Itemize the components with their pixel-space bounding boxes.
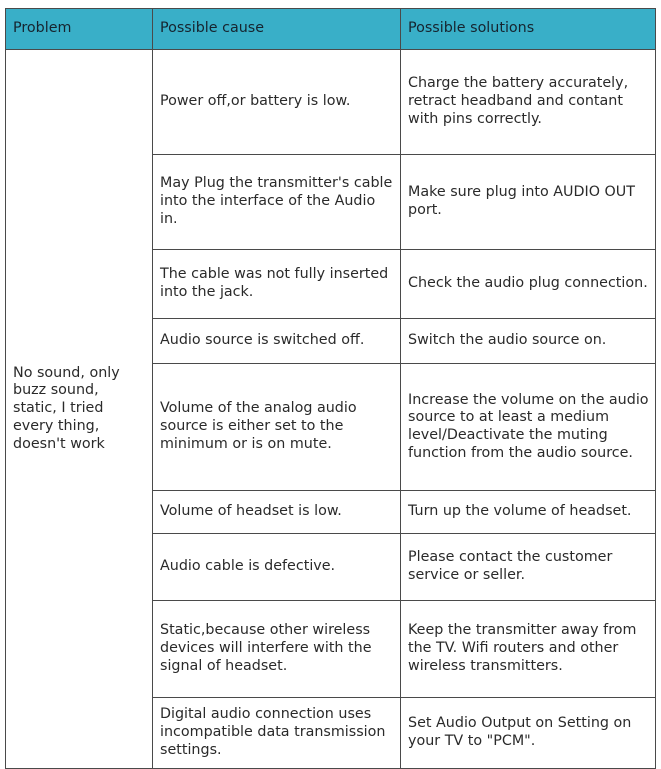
problem-description-cell: No sound, only buzz sound, static, I tried every thing, doesn't work xyxy=(6,50,153,769)
column-header-possible-solutions: Possible solutions xyxy=(401,9,656,50)
solution-cell: Turn up the volume of headset. xyxy=(401,491,656,534)
column-header-problem: Problem xyxy=(6,9,153,50)
solution-cell: Please contact the customer service or seller. xyxy=(401,534,656,601)
cause-cell: Audio source is switched off. xyxy=(153,319,401,364)
solution-cell: Increase the volume on the audio source to at least a medium level/Deactivate the muting function from the audio source. xyxy=(401,364,656,491)
cause-cell: Volume of headset is low. xyxy=(153,491,401,534)
solution-cell: Switch the audio source on. xyxy=(401,319,656,364)
solution-cell: Make sure plug into AUDIO OUT port. xyxy=(401,155,656,250)
solution-cell: Keep the transmitter away from the TV. Wifi routers and other wireless transmitters. xyxy=(401,601,656,698)
cause-cell: The cable was not fully inserted into the jack. xyxy=(153,250,401,319)
cause-cell: Power off,or battery is low. xyxy=(153,50,401,155)
table-body xyxy=(6,50,656,769)
solution-cell: Check the audio plug connection. xyxy=(401,250,656,319)
cause-cell: Volume of the analog audio source is either set to the minimum or is on mute. xyxy=(153,364,401,491)
cause-cell: Digital audio connection uses incompatible data transmission settings. xyxy=(153,698,401,769)
cause-cell: Audio cable is defective. xyxy=(153,534,401,601)
table-header-row xyxy=(6,9,656,50)
table-row xyxy=(6,50,656,155)
solution-cell: Set Audio Output on Setting on your TV to "PCM". xyxy=(401,698,656,769)
troubleshooting-table xyxy=(5,8,656,769)
cause-cell: Static,because other wireless devices will interfere with the signal of headset. xyxy=(153,601,401,698)
column-header-possible-cause: Possible cause xyxy=(153,9,401,50)
table-header xyxy=(6,9,656,50)
solution-cell: Charge the battery accurately, retract headband and contant with pins correctly. xyxy=(401,50,656,155)
cause-cell: May Plug the transmitter's cable into the interface of the Audio in. xyxy=(153,155,401,250)
